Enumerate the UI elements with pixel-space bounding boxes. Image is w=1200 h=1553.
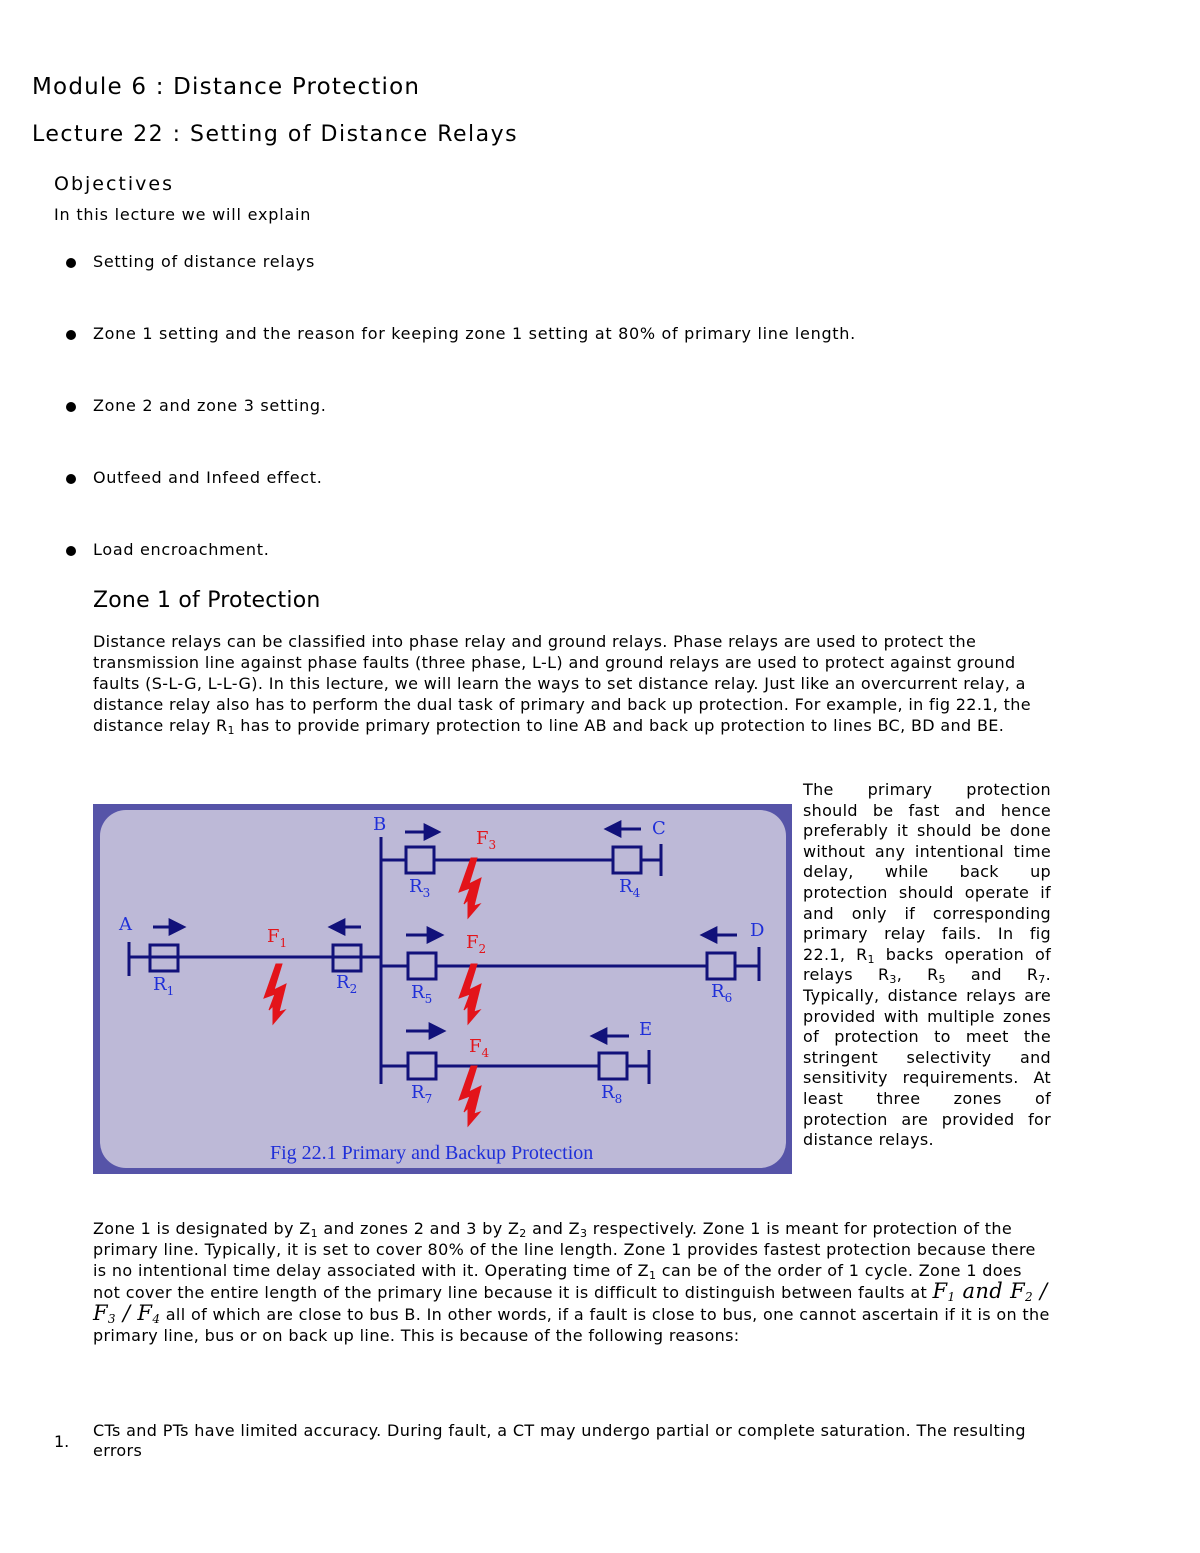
figure-caption: Fig 22.1 Primary and Backup Protection [270,1142,594,1164]
relay-label-r6: $R_6$ [711,981,733,1005]
relay-label-r2: $R_2$ [336,972,358,996]
list-item [62,396,856,468]
relay-label-r7: $R_7$ [411,1082,433,1106]
fault-label-f2: $F_2$ [466,932,487,956]
list-item-text: Load encroachment. [93,540,270,559]
list-item [62,252,856,324]
relay-label-r1: $R_1$ [153,974,175,998]
list-item-text: Setting of distance relays [93,252,316,271]
bullet-icon [66,258,76,268]
bus-label-d: D [750,920,765,941]
paragraph-side: The primary protection should be fast and hence preferably it should be done without any intentional time delay, while back up protection should operate if and only if corresponding primary relay fails. In fig 22.1, $R_1$ backs operation of relays $R_3$, $R_5$ and $R_7$. Typically, distance relays are provided with multiple zones of protection to meet the stringent selectivity and sensitivity requirements. At least three zones of protection are provided for distance relays. [803,780,1052,1150]
list-item [62,324,856,396]
bus-label-e: E [639,1019,653,1040]
fault-label-f3: $F_3$ [476,828,497,852]
numbered-list-item: CTs and PTs have limited accuracy. During fault, a CT may undergo partial or complete saturation. The resulting errors [93,1421,1026,1460]
paragraph-zone1: Zone 1 is designated by $Z_1$ and zones 2 and 3 by $Z_2$ and $Z_3$ respectively. Zone 1 is meant for protection of the primary line. Typically, it is set to cover 80% of the line length. Zone 1 provides fastest protection because there is no intentional time delay associated with it. Operating time of $Z_1$ can be of the order of 1 cycle. Zone 1 does not cover the entire length of the primary line because it is difficult to distinguish between faults at $F_1$ and $F_2 / F_3 / F_4$ all of which are close to bus B. In other words, if a fault is close to bus, one cannot ascertain if it is on the primary line, bus or on back up line. This is because of the following reasons: [93,1219,1050,1345]
list-item-text: Outfeed and Infeed effect. [93,468,323,487]
objectives-intro: In this lecture we will explain [54,205,312,224]
bullet-icon [66,474,76,484]
lecture-title: Lecture 22 : Setting of Distance Relays [32,122,519,147]
paragraph-intro: Distance relays can be classified into phase relay and ground relays. Phase relays are used to protect the transmission line against phase faults (three phase, L-L) and ground relays are used to protect against ground faults (S-L-G, L-L-G). In this lecture, we will learn the ways to set distance relay. Just like an overcurrent relay, a distance relay also has to perform the dual task of primary and back up protection. For example, in fig 22.1, the distance relay $R_1$ has to provide primary protection to line AB and back up protection to lines BC, BD and BE. [93,632,1031,737]
list-item-text: Zone 1 setting and the reason for keeping zone 1 setting at 80% of primary line length. [93,324,856,343]
list-item [62,468,856,540]
list-item-text: Zone 2 and zone 3 setting. [93,396,327,415]
module-title: Module 6 : Distance Protection [32,74,421,100]
list-number: 1. [54,1432,70,1451]
objectives-list [62,252,856,612]
fault-expression: $F_1$ and $F_2 / F_3 / F_4$ [93,1279,1048,1326]
relay-label-r3: $R_3$ [409,876,431,900]
bullet-icon [66,546,76,556]
figure-background [100,810,786,1168]
objectives-heading: Objectives [54,173,174,195]
section-heading: Zone 1 of Protection [93,588,321,613]
fault-label-f4: $F_4$ [469,1036,490,1060]
fault-label-f1: $F_1$ [267,926,288,950]
relay-label-r8: $R_8$ [601,1082,623,1106]
relay-label-r4: $R_4$ [619,876,641,900]
relay-label-r5: $R_5$ [411,982,433,1006]
bus-label-c: C [652,818,666,839]
bullet-icon [66,402,76,412]
bullet-icon [66,330,76,340]
figure-primary-backup-protection [93,804,792,1174]
bus-label-a: A [119,914,132,935]
bus-label-b: B [373,814,387,835]
